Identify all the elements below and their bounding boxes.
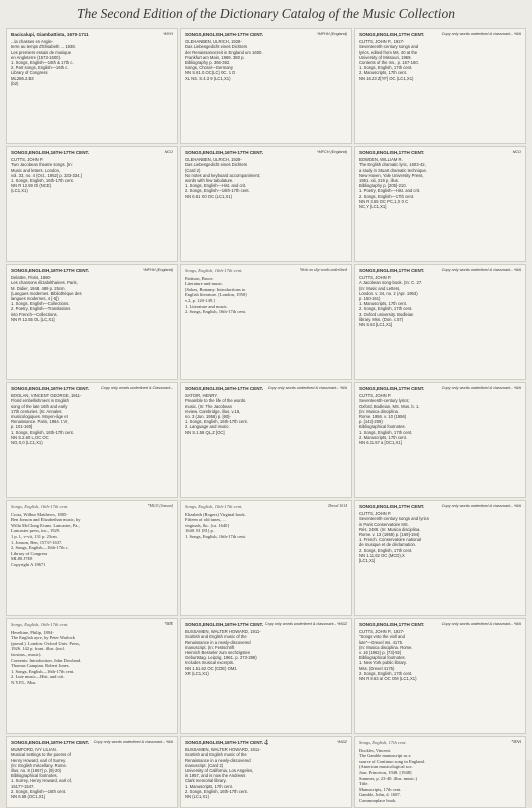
card-line: BOOLAN, VINCENT GEORGE, 1911- [11,393,82,399]
card-classmark: Copy only words underlined & classmark-- *MA [441,268,521,272]
card-line: NN R 12.55 OL [LC,X1] [11,316,55,322]
card-heading: SONGS,ENGLISH,17TH CENT. [359,622,425,627]
card-heading: Songs, English, 16th-17th cent. [11,622,69,627]
card-line: No notes and keyboard accompaniment; [185,172,261,178]
card-line: Rome. v. 13 (1959) p. [169]-194) [359,532,420,538]
card-heading: SONGS,ENGLISH,17TH CENT. [359,268,425,273]
catalog-card [6,264,178,380]
catalog-card [354,28,526,144]
card-classmark: Copy only words underlined & classmark-- *MA [267,386,347,390]
card-line: NC,Y [LC1,X1] [359,204,387,210]
card-classmark: NCO [512,150,521,154]
card-line: English literature. [London, 1950] [185,292,247,298]
card-line: GLEHANBEN, ULRICH, 1928- [185,157,242,163]
card-line: Renaissance in a newly-discovered [185,757,251,763]
card-heading: SONGS,ENGLISH,17TH CENT. [359,386,425,391]
card-line: 1. Poetry, English—Hist. and crit. [359,188,421,194]
card-line: 1517?-1547. [11,783,35,789]
card-line: Seventeenth-century lyrics; [359,398,410,404]
card-line: 2. Lute music—Hist. and crit. [11,674,65,680]
card-line: BOWDEN, WILLIAM R. [359,157,403,163]
card-line: (In: English miscellany. Rome. [11,762,68,768]
card-heading: SONGS,ENGLISH,16TH-17TH CENT. [185,150,264,155]
card-line: facsims., music). [11,651,42,657]
card-line: 1. Surrey, Henry Howard, earl of, [11,778,72,784]
card-line: 2. Songs, English, 17th cent. [359,670,413,676]
card-line: der Renaissancezeit in England um 1600. [185,49,263,55]
card-line: Songs, Choral—Germany [185,65,233,71]
card-line: Jour. Princeton, 1948. [1948] [359,769,412,775]
card-line: NN 6.61 X0 OC (LC1,X1) [185,193,233,199]
card-line: NN 6.58 (OC1,X1) [11,794,46,800]
card-line: Contents: Introduction. John Dowland. [11,657,82,663]
card-line: CUTTS, JOHN P. [11,157,44,163]
card-classmark: *MAA [511,740,521,744]
card-line: 1. Songs, English, 17th cent. [359,429,413,435]
card-line: virginals, &c. [ca. 1640] [185,522,229,528]
card-line: Rés. 2489. (In: Musica disciplina. [359,526,421,532]
card-line: NN R 8.63 a/ OC OM (LC1,X1) [359,676,417,682]
card-line: Bibliography p. 366-362. [185,60,231,66]
card-line: p. [142]-209) [359,419,383,425]
card-line: 1926. 142 p. front. illus. (incl. [11,646,65,652]
card-heading: Songs, English, 16th-17th cent. [185,504,243,509]
card-line: [LC1,X1] [359,558,376,564]
card-line: 1. Songs, English—Hist. and crit. [185,183,247,189]
card-line: 1. Songs, English, 16th-17th cent. [185,419,248,425]
card-classmark: Copy only words underlined & classmark-- *MA [441,622,521,626]
card-line: langues modernes, 4 [-5]) [11,296,59,302]
card-line: library. Mss. (Don. c.57) [359,316,404,322]
card-line: Das Liebesgedicht eines Dichters [185,44,248,50]
card-line: Thomas Campian. Robert Jones. [11,663,70,669]
card-line: NN (LC1,X1) [185,794,209,800]
card-line: (LC1,X1) [11,188,28,194]
card-line: The English dramatic lyric, 1603-42, [359,162,426,168]
catalog-card [6,28,178,144]
card-line: NN S.53 [LC1,X1] [359,322,393,328]
card-line: in 1957, and is now the Andrews [185,773,246,779]
card-line: The Gamble manuscript as a [359,753,411,759]
card-classmark: Copy only words underlined & classmark-- *MA [93,740,173,744]
card-line: M. Didier, 1948. 489 p. 25cm. [11,285,66,291]
card-line: 3. Oxford university. Bodleian [359,311,414,317]
card-heading: Bacicalupi, Giambattista, 1670-1711 [11,32,89,37]
card-heading: SONGS,ENGLISH,16TH-17TH CENT. [11,268,90,273]
card-line: GLEHANBEN, ULRICH, 1928- [185,39,242,45]
card-classmark: *MFHH (England) [143,268,173,272]
card-line: ML286.2.B3 [11,75,34,81]
card-heading: SONGS,ENGLISH,16TH-17TH CENT. [11,740,90,745]
card-line: Les chansons élizabéthaines. Paris, [11,280,78,286]
card-line: 1. Songs, English, 16th-17th cent. [11,178,74,184]
card-classmark: *MGZ [337,740,347,744]
card-heading: SONGS,ENGLISH,16TH-17TH CENT. [185,32,264,37]
card-line: SATOIR, HENRY. [185,393,218,399]
catalog-card [180,618,352,734]
catalog-card [354,618,526,734]
card-line: Title. [359,781,369,787]
card-line: Cross, Wilbur Matthews, 1885- [11,511,68,517]
card-line: v.2, p. 120-149.] [185,297,215,303]
card-line: vol. 33, no. 4 (Oct., 1952) p. 333-334.] [11,172,82,178]
card-line: NN S.2.60 L,OC OC [11,434,49,440]
card-classmark: Copy only words underlined & Classmark-- [101,386,173,390]
card-heading: SONGS,ENGLISH,16TH-17TH CENT. [185,386,264,391]
card-line: Seventeenth-century songs and lyrics [359,516,429,522]
card-line: (pseud.). London: Oxford Univ. Press, [11,640,80,646]
catalog-card [6,618,178,734]
card-line: (b2) [11,80,19,86]
card-line: Duckles, Vincent. [359,747,392,753]
card-line: words with few tabulature. [185,178,234,184]
card-line: University of Missouri, 1959. [359,54,412,60]
card-line: Preamble to the life of the words. [185,398,247,404]
card-line: Henry Howard, earl of Surrey. [11,757,67,763]
card-line: Gamble, John, d. 1687. [359,792,401,798]
catalog-card [180,28,352,144]
card-line: CUTTS, JOHN P. [359,511,392,517]
card-line: Rome. 1956. v. 10 (1956) [359,414,407,420]
card-line: NN 6.11.57 a [OC1,X1] [359,440,402,446]
card-line: 1. Songs, English—16th & 17th c. [11,60,74,66]
card-classmark: Write on slip words underlined [300,268,347,272]
card-line: Seventeenth-century songs and [359,44,419,50]
card-line: (Langues modernes. Bibliothèque des [11,290,82,296]
card-line: BUSSAMEN, WALTER HOWARD, 1911- [185,629,261,635]
card-classmark: *MIE [164,622,173,626]
card-classmark: Copy only words underlined & classmark-- *MA [441,386,521,390]
card-line: manuscript. (In: Festschrift [185,644,235,650]
card-line: Bibliography p. [205]-210. [359,183,407,189]
card-line: NN 1.11.62 OC (MCD),X [359,552,405,558]
card-heading: SONGS,ENGLISH,16TH-17TH CENT. [185,622,264,627]
card-line: 1. Songs, English, 16th-17th cent. [185,533,246,539]
card-line: Renaissance. Paris, 1964. t.VI, [11,419,69,425]
card-line: London. v. 34, no. 2 (Apr. 1953) [359,290,418,296]
card-line: 2. Manuscripts, 17th cent. [359,70,407,76]
card-line: no. 3 (Jun. 1956) p. [60]- [185,414,231,420]
card-line: (Card 2) [185,167,201,173]
card-heading: SONGS,ENGLISH,17TH CENT. [359,504,425,509]
card-line: 2. Poetry, English—Translations [11,306,71,312]
card-line: Summer, p. 23-40. illus. music.) [359,775,417,781]
card-line: Library of Congress [11,70,48,76]
card-line: N.Y.P.L. Mus. [11,679,37,685]
card-line: 2. Manuscripts, 17th cent. [359,434,407,440]
card-line: Bibliographical footnotes. [359,655,406,661]
card-line: Ben Jonson and Elizabethan music, by [11,517,81,523]
card-line: Renaissance in a newly-discovered [185,639,251,645]
card-line: NO,X,0 (LC1,X1) [11,440,43,446]
card-line: 1. Songs, English, 17th cent. [359,65,413,71]
card-line: NN S.1.58 QL,Z [OC] [185,429,225,435]
card-line: lute"—Drexel ms. 4175. [359,639,404,645]
card-line: Oxford, Bodleian, MS. Mus. b. 1. [359,403,420,409]
card-classmark: *MGO [Jonson] [147,504,173,508]
catalog-card [354,146,526,262]
card-line: Les premiers essais de musique [11,49,72,55]
card-line: lyrics, edited from Ms. 40 at the [359,49,418,55]
card-line: BUSSAMEN, WALTER HOWARD, 1911- [185,747,261,753]
card-line: 1. Songs, English, 16th-17th cent. [11,429,74,435]
card-heading: SONGS,ENGLISH,17TH CENT. [359,32,425,37]
card-grid [6,28,526,808]
card-line: CUTTS, JOHN P. [359,393,392,399]
card-line: Bibliographical footnotes. [359,424,406,430]
card-line: CUTTS, JOHN P. [359,275,392,281]
card-line: (In: Musica disciplina. [359,408,400,414]
card-line: song of the late 16th and early [11,403,68,409]
card-line: Music and letters. London, [11,167,61,173]
card-line: 1. Jonson, Ben, 1573?-1637. [11,539,63,545]
card-line: ML80.J7E8 [11,556,33,562]
catalog-card [180,500,352,616]
card-classmark: Copy only words underlined & classmark-- *MA [441,32,521,36]
catalog-card [354,500,526,616]
card-line: Commonplace book. [359,797,397,803]
card-line: MUMFORD, IVY LILIAN. [11,747,57,753]
card-line: music. (In: The Jacobean [185,403,232,409]
card-line: NN 16.23 Z[YF] OC (LC1,X1) [359,75,414,81]
card-line: Two Jacobean theatre songs. [In: [11,162,73,168]
card-line: NN R 3.55 OC PC,1,X 0 C [359,198,409,204]
card-line: Scottish and English music of the [185,752,247,758]
card-heading: SONGS,ENGLISH,16TH-17TH CENT. [11,386,90,391]
card-line: Literature and music. [185,281,224,287]
card-line: Florid embellishment in English [11,398,69,404]
card-line: musicologiques. Moyen-âge et [11,414,68,420]
card-line: 1640. 81 [81] p. [185,528,214,534]
card-line: p. 150-161) [359,296,381,302]
card-line: 1. Literature and music. [185,303,228,309]
card-classmark: Drexel 1014 [328,504,347,508]
card-line: terre au temps d'Elisabeth ... 1938. [11,44,76,50]
card-line: 1. French. Conservatoire national [359,537,421,543]
card-line: Heseltine, Philip, 1894- [11,629,54,635]
card-heading: SONGS,ENGLISH,16TH-17TH CENT. [185,740,264,745]
card-line: Heinrich Besseler zum sechzigsten [185,650,251,656]
card-line: 1. New York public library. [359,660,407,666]
card-line: (In: Musica disciplina. Rome. [359,644,413,650]
card-line: review. Cambridge, illus. v.16, [185,408,241,414]
card-classmark: *MYH [163,32,173,36]
card-line: Willa McClung Evans. Lancaster, Pa., [11,522,80,528]
card-line: Das Liebesgedicht eines Dichters [185,162,248,168]
catalog-card [354,264,526,380]
catalog-card [180,264,352,380]
card-line: into French—Collections. [11,311,58,317]
card-line: Library of Congress [11,550,48,556]
catalog-card [6,500,178,616]
card-line: 2. Songs, English—16th cent. [11,788,67,794]
card-line: 1. Songs, English—Collections. [11,301,70,307]
card-line: University of California, Los Angeles, [185,768,254,774]
card-classmark: NCO [164,150,173,154]
page-title: The Second Edition of the Dictionary Catalog of the Music Collection [77,6,455,21]
card-line: a study in Stuart dramatic technique. [359,167,427,173]
card-line: Musical settings to the poems of [11,752,71,758]
card-line: Copyright A 18671 [11,561,46,567]
catalog-card [180,146,352,262]
card-line: Includes musical excerpts. [185,660,235,666]
card-line: manuscript. (Card 2) [185,762,224,768]
catalog-card [6,146,178,262]
card-line: 1 p. l., v-vii, 131 p. 23cm. [11,533,58,539]
card-line: CUTTS, JOHN P., 1927- [359,39,405,45]
card-line: 2. Part songs, English—16th c. [11,65,69,71]
card-line: Mss. (Drexel 4175) [359,665,395,671]
card-line: Elizabeth (Rogers) Virginal book. [185,511,246,517]
card-line: 17th centuries. [In: Annales [11,408,62,414]
card-line: NN S.61.0.OC(LC) 0C. 1 D [185,70,236,76]
card-line: Pattison, Bruce. [185,275,214,281]
card-line: 2. Songs, English, 16th-17th cent. [185,309,246,315]
card-line: Lancaster press, inc., 1929. [11,528,61,534]
card-line: 2. Songs, English, 17th cent. [359,306,413,312]
card-line: 2. Songs, English—16th-17th c. [11,545,69,551]
card-line: The English ayre, by Peter Warlock [11,635,76,641]
card-line: 2. Songs, English—16th-17th cent. [185,188,250,194]
card-line: Geburtstag. Leipzig, 1961. p. 273-288) [185,655,257,661]
card-line: illus. no. 8 (1957) p. [9]-20) [11,768,62,774]
card-line: 2. Songs, English, 17th cent. [359,547,413,553]
card-classmark: *MFCH (England) [317,150,347,154]
card-line: Scottish and English music of the [185,634,247,640]
catalog-card [180,382,352,498]
card-line: XL NS. S.4.3 9 (LC1,X1) [185,75,231,81]
card-line: 2. Language and music. [185,424,230,430]
catalog-card [6,382,178,498]
card-line: XR (LC1,X1) [185,670,209,676]
card-heading: SONGS,ENGLISH,16TH-17TH CENT. [11,150,90,155]
card-line: 1. Manuscripts, 17th cent. [185,783,233,789]
card-line: source of Continuo song in England. [359,758,425,764]
card-line: en Angleterre (1573-1600). [11,54,62,60]
card-line: Frankfurt am Main, 1969. 380 p. [185,54,245,60]
card-line: de musique et de déclamation. [359,542,417,548]
card-line: New Haven, Yale University Press, [359,172,424,178]
card-classmark: Copy only words underlined & classmark-- *MA [441,504,521,508]
card-heading: Songs, English, 17th cent. [359,740,407,745]
catalog-card [354,382,526,498]
card-line: NN 1.51.62 OC (CDE) OM1 [185,665,237,671]
card-heading: SONGS,ENGLISH,17TH CENT. [359,150,425,155]
card-line: A Jacobean song-book. (In: C. 27. [359,280,423,286]
card-heading: Songs, English, 16th-17th cent. [185,268,243,273]
card-heading: Songs, English, 16th-17th cent. [11,504,69,509]
card-line: Delattre, Floris, 1880- [11,275,52,281]
card-line: ...la chasses en Angle- [11,39,54,45]
page-number: 4 [264,738,268,747]
card-line: 1. Manuscripts, 17th cent. [359,301,407,307]
card-line: 1. Songs, English—16th-17th cent. [11,668,75,674]
card-line: Manuscripts, 17th cent. [359,786,402,792]
card-classmark: *MFHH (England) [317,32,347,36]
card-line: NN R 12.59 Ol (NCE) [11,183,52,189]
card-line: "Songs vnto the violl and [359,634,405,640]
card-line: 2. Songs, English, 16th-17th cent. [185,788,248,794]
card-classmark: Copy only words underlined & classmark-- *MGZ [264,622,347,626]
card-line: in Paris Conservatoire MS. [359,521,409,527]
card-line: Fifteen of old tunes, ... [185,517,226,523]
card-line: Clark memorial library. [185,778,227,784]
card-line: (In: Music and Letters, [359,285,401,291]
card-line: (American musicological soc. [359,764,413,770]
card-line: [Sokes, Bonamy. Introductions to [185,286,246,292]
card-line: v. 16 (1962) p. [73]-92) [359,650,402,656]
card-line: 2. Songs, English—17th cent. [359,193,415,199]
card-line: 1951. xiii, 219 p. illus. [359,178,400,184]
card-line: p. 101-160] [11,424,33,430]
card-line: Bibliographical footnotes. [11,773,58,779]
card-line: Contents of the ms., p. 167-160. [359,60,419,66]
card-line: CUTTS, JOHN P., 1927- [359,629,405,635]
